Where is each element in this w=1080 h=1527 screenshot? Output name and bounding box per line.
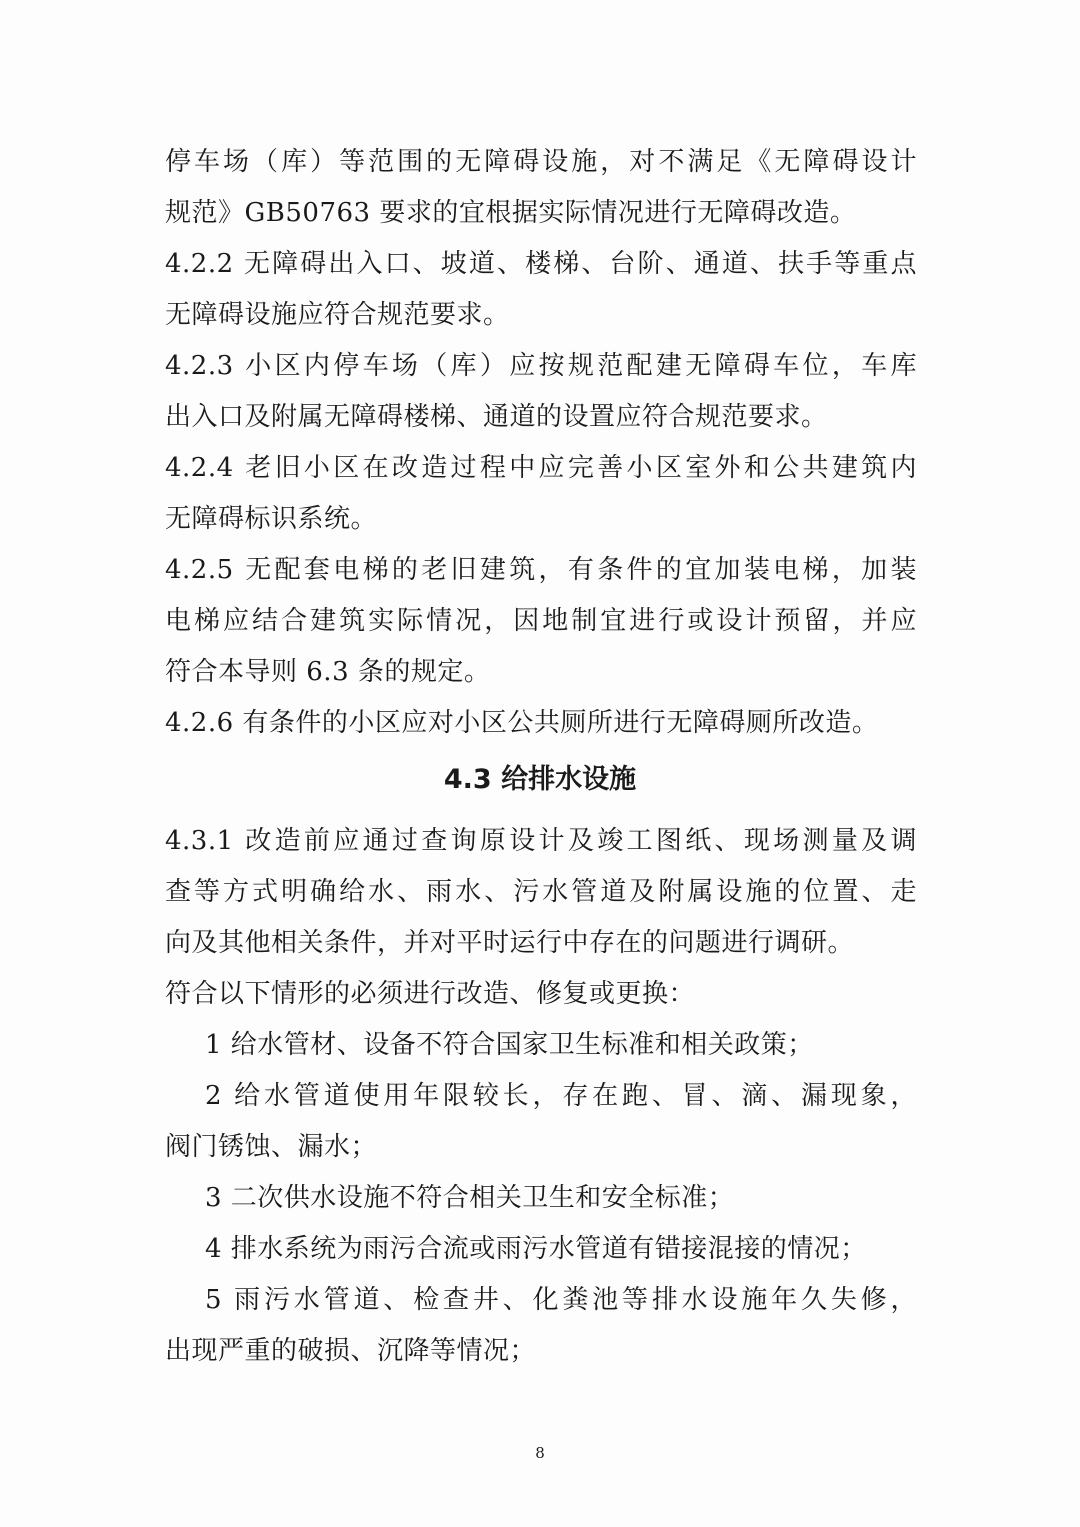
text-line: 查等方式明确给水、雨水、污水管道及附属设施的位置、走 bbox=[165, 877, 917, 907]
list-item: 3 二次供水设施不符合相关卫生和安全标准； bbox=[205, 1183, 735, 1213]
list-item: 4 排水系统为雨污合流或雨污水管道有错接混接的情况； bbox=[205, 1234, 867, 1264]
list-item: 1 给水管材、设备不符合国家卫生标准和相关政策； bbox=[205, 1030, 814, 1060]
text-line: 无障碍设施应符合规范要求。 bbox=[165, 300, 510, 330]
text-line: 4.2.6 有条件的小区应对小区公共厕所进行无障碍厕所改造。 bbox=[165, 708, 879, 738]
text-line: 4.2.4 老旧小区在改造过程中应完善小区室外和公共建筑内 bbox=[165, 453, 917, 483]
text-line: 出入口及附属无障碍楼梯、通道的设置应符合规范要求。 bbox=[165, 402, 828, 432]
text-line: 电梯应结合建筑实际情况，因地制宜进行或设计预留，并应 bbox=[165, 606, 917, 636]
text-line: 4.2.2 无障碍出入口、坡道、楼梯、台阶、通道、扶手等重点 bbox=[165, 249, 917, 279]
list-item: 2 给水管道使用年限较长，存在跑、冒、滴、漏现象， bbox=[205, 1081, 917, 1111]
list-item: 5 雨污水管道、检查井、化粪池等排水设施年久失修， bbox=[205, 1285, 917, 1315]
text-line: 停车场（库）等范围的无障碍设施，对不满足《无障碍设计 bbox=[165, 147, 917, 177]
text-line: 符合本导则 6.3 条的规定。 bbox=[165, 657, 491, 687]
page-number: 8 bbox=[535, 1444, 545, 1462]
text-line: 规范》GB50763 要求的宜根据实际情况进行无障碍改造。 bbox=[165, 198, 857, 228]
text-line: 出现严重的破损、沉降等情况； bbox=[165, 1336, 537, 1366]
section-heading: 4.3 给排水设施 bbox=[443, 764, 637, 795]
text-line: 4.2.5 无配套电梯的老旧建筑，有条件的宜加装电梯，加装 bbox=[165, 555, 917, 585]
text-line: 4.3.1 改造前应通过查询原设计及竣工图纸、现场测量及调 bbox=[165, 826, 917, 856]
text-line: 4.2.3 小区内停车场（库）应按规范配建无障碍车位，车库 bbox=[165, 351, 917, 381]
text-line: 无障碍标识系统。 bbox=[165, 504, 378, 534]
text-line: 阀门锈蚀、漏水； bbox=[165, 1132, 378, 1162]
text-line: 符合以下情形的必须进行改造、修复或更换： bbox=[165, 979, 696, 1009]
text-line: 向及其他相关条件，并对平时运行中存在的问题进行调研。 bbox=[165, 928, 855, 958]
